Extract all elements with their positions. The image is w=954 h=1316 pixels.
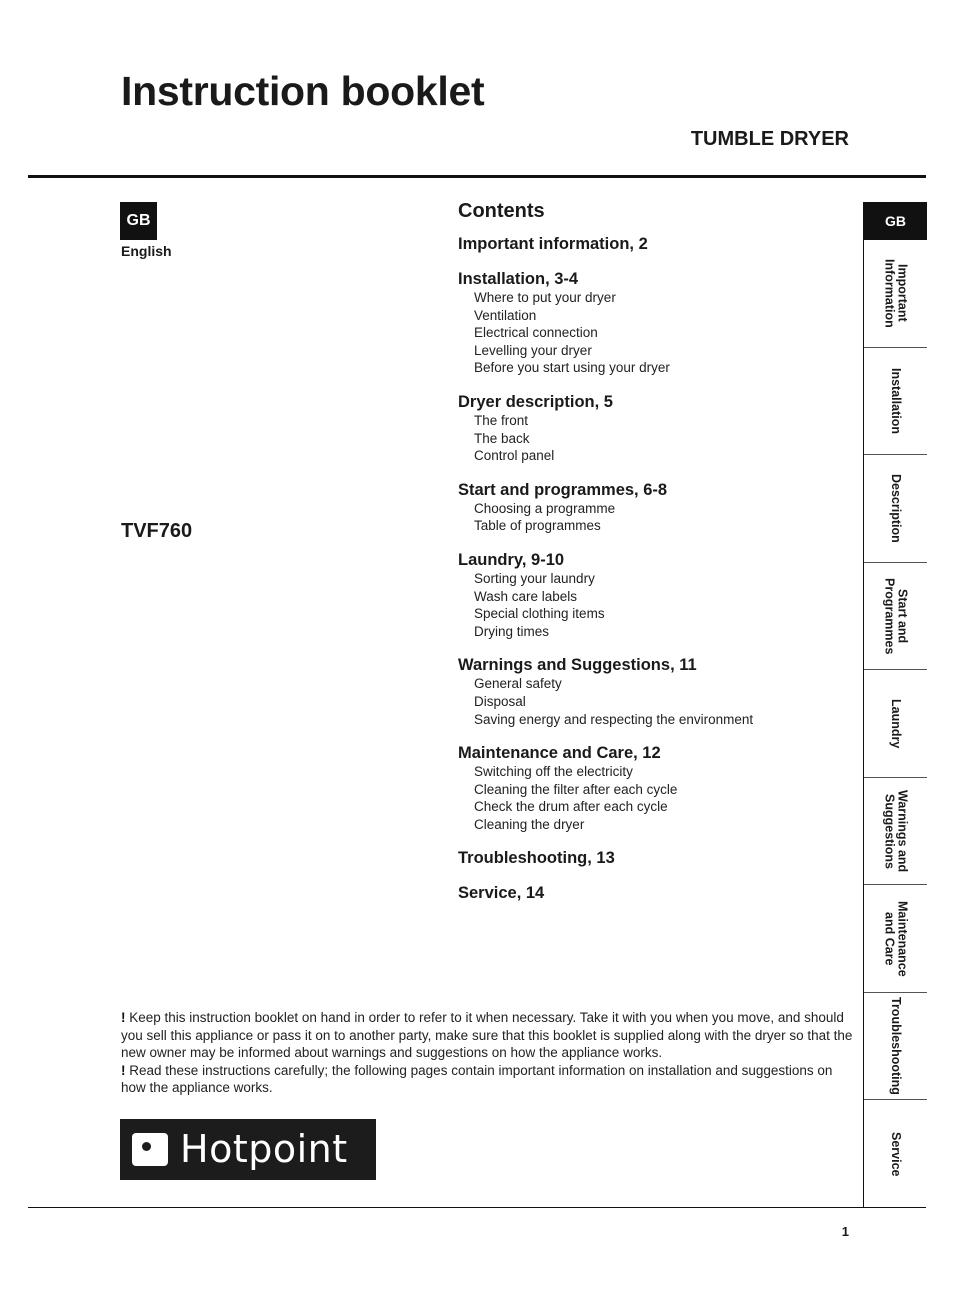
brand-name: Hotpoint xyxy=(180,1127,348,1171)
side-tab xyxy=(864,778,927,886)
top-divider xyxy=(28,175,926,178)
note-text: Keep this instruction booklet on hand in order to refer to it when necessary. Take it with you when you move, and should you sell this appliance or pass it on to another party, make sure that this booklet is supplied along with the dryer so that the new owner may be informed about warnings and suggestions on how the appliance works. xyxy=(121,1010,853,1060)
toc-section-title: Installation, 3-4 xyxy=(458,270,579,288)
warning-mark: ! xyxy=(121,1062,126,1078)
side-tab-label: Service xyxy=(889,1131,903,1177)
side-language-badge: GB xyxy=(864,202,927,240)
toc-section xyxy=(458,234,853,254)
side-tab xyxy=(864,993,927,1101)
toc-subsection-item: Where to put your dryer xyxy=(474,290,616,305)
toc-subsection-item: Drying times xyxy=(474,623,550,639)
section-side-tabs xyxy=(863,202,927,1208)
note-text: Read these instructions carefully; the following pages contain important information on installation and suggestions on how the appliance works. xyxy=(121,1062,833,1095)
toc-subsection-list xyxy=(458,500,853,535)
note-paragraph xyxy=(121,1062,856,1097)
model-number: TVF760 xyxy=(121,520,193,542)
toc-subsection-item: Choosing a programme xyxy=(474,500,616,516)
toc-section xyxy=(458,743,853,833)
instruction-notes xyxy=(121,1009,856,1097)
toc-subsection-item: Special clothing items xyxy=(474,606,605,622)
toc-section xyxy=(458,392,853,465)
toc-subsection-list xyxy=(458,289,853,377)
toc-section-title: Start and programmes, 6-8 xyxy=(458,480,668,499)
toc-section xyxy=(458,480,853,535)
side-tab-label: Warnings and Suggestions xyxy=(882,789,910,873)
toc-subsection-item: Wash care labels xyxy=(474,588,578,604)
toc-subsection-item: Switching off the electricity xyxy=(474,764,633,780)
toc-section xyxy=(458,269,853,377)
toc-subsection-item: Ventilation xyxy=(474,307,537,323)
language-label: English xyxy=(121,243,172,259)
side-tab xyxy=(864,563,927,671)
toc-section-title: Warnings and Suggestions, 11 xyxy=(458,656,697,675)
brand-mark-icon xyxy=(132,1133,168,1166)
toc-subsection-item: Check the drum after each cycle xyxy=(474,799,668,815)
toc-section-title: Troubleshooting, 13 xyxy=(458,849,615,868)
toc-subsection-item: Disposal xyxy=(474,693,526,709)
bottom-divider xyxy=(28,1207,926,1208)
contents-heading: Contents xyxy=(458,200,545,222)
side-tab-label: Troubleshooting xyxy=(889,997,903,1096)
warning-mark: ! xyxy=(121,1010,126,1025)
toc-subsection-item: The front xyxy=(474,412,529,428)
toc-section-list xyxy=(458,234,853,903)
toc-subsection-list xyxy=(458,675,853,728)
table-of-contents xyxy=(458,200,853,918)
toc-subsection-item: Control panel xyxy=(474,448,555,464)
toc-subsection-item: Levelling your dryer xyxy=(474,342,592,358)
toc-subsection-item: Cleaning the filter after each cycle xyxy=(474,781,678,797)
toc-section-title: Service, 14 xyxy=(458,884,545,903)
toc-section xyxy=(458,848,853,868)
language-badge: GB xyxy=(120,202,157,240)
side-tab xyxy=(864,885,927,993)
side-tab xyxy=(864,348,927,456)
note-paragraph xyxy=(121,1009,856,1062)
page-number: 1 xyxy=(841,1224,849,1239)
toc-subsection-item: Electrical connection xyxy=(474,325,598,341)
toc-subsection-list xyxy=(458,570,853,640)
toc-section-title: Important information, 2 xyxy=(458,235,648,253)
side-tab xyxy=(864,240,927,348)
toc-subsection-list xyxy=(458,412,853,465)
side-tab-label: Important Information xyxy=(882,258,910,328)
toc-subsection-item: The back xyxy=(474,430,530,446)
side-tab-label: Laundry xyxy=(889,698,903,749)
toc-subsection-item: Table of programmes xyxy=(474,518,601,534)
toc-section xyxy=(458,550,853,640)
toc-subsection-list xyxy=(458,763,853,833)
document-title: Instruction booklet xyxy=(121,68,485,114)
toc-section xyxy=(458,883,853,903)
toc-subsection-item: Sorting your laundry xyxy=(474,570,595,586)
toc-section-title: Maintenance and Care, 12 xyxy=(458,744,661,763)
brand-logo xyxy=(120,1119,376,1180)
side-tab xyxy=(864,1100,927,1208)
toc-subsection-item: General safety xyxy=(474,676,562,692)
side-tab xyxy=(864,455,927,563)
product-type: TUMBLE DRYER xyxy=(690,128,849,150)
toc-section-title: Laundry, 9-10 xyxy=(458,550,565,569)
toc-subsection-item: Saving energy and respecting the environment xyxy=(474,711,754,727)
side-tab-label: Description xyxy=(889,474,903,543)
side-tab-label: Installation xyxy=(889,367,903,434)
toc-section xyxy=(458,655,853,728)
toc-section-title: Dryer description, 5 xyxy=(458,392,613,411)
toc-subsection-item: Before you start using your dryer xyxy=(474,360,670,376)
side-tab-label: Maintenance and Care xyxy=(882,900,910,977)
side-tab xyxy=(864,670,927,778)
side-tab-label: Start and Programmes xyxy=(882,577,910,655)
toc-subsection-item: Cleaning the dryer xyxy=(474,816,585,832)
